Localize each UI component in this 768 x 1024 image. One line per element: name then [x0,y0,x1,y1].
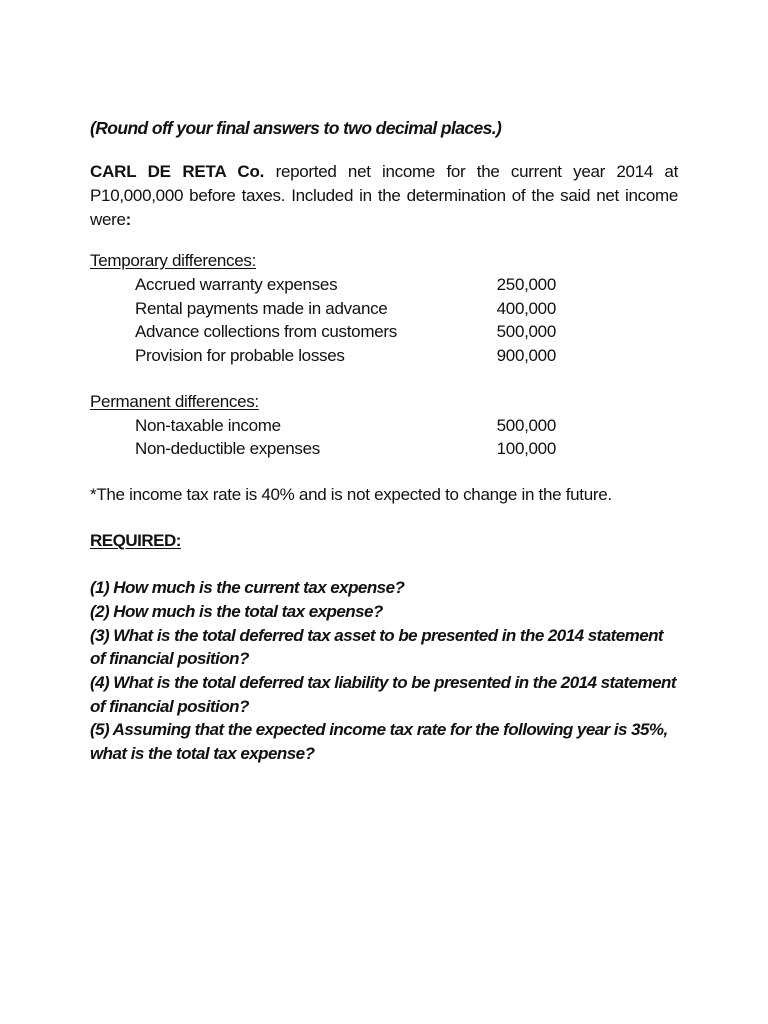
question-item: (5) Assuming that the expected income tax rate for the following year is 35%, what is the total tax expense? [90,720,668,764]
question-item: (2) How much is the total tax expense? [90,601,383,621]
permanent-differences-heading: Permanent differences: [90,391,259,411]
item-label: Rental payments made in advance [135,298,388,318]
item-amount: 250,000 [496,275,556,294]
tax-rate-note: *The income tax rate is 40% and is not expected to change in the future. [90,485,612,505]
required-heading: REQUIRED: [90,531,181,551]
question-item: (3) What is the total deferred tax asset to be presented in the 2014 statement of financial position? [90,625,664,669]
list-item [90,273,678,297]
intro-text: reported net income for the current year 2014 at P10,000,000 before taxes. Included in the determination of the said net income were [90,162,679,229]
item-label: Non-deductible expenses [135,439,320,459]
item-amount: 900,000 [496,346,556,366]
item-label: Advance collections from customers [135,322,397,342]
question-item: (1) How much is the current tax expense? [90,578,405,598]
item-amount: 400,000 [496,298,556,318]
item-amount: 500,000 [496,415,556,435]
item-label: Accrued warranty expenses [135,275,338,294]
temporary-differences-list [90,273,678,368]
document-body [90,116,678,766]
intro-paragraph [90,160,678,232]
list-item [90,320,678,344]
list-item [90,344,678,368]
item-label: Non-taxable income [135,415,281,435]
item-label: Provision for probable losses [135,346,345,366]
company-name: CARL DE RETA Co. [90,162,265,181]
list-item [90,297,678,321]
intro-colon: : [125,210,132,229]
question-item: (4) What is the total deferred tax liability to be presented in the 2014 statement of financial position? [90,672,676,716]
list-item [90,414,678,438]
item-amount: 500,000 [496,322,556,342]
list-item [90,437,678,461]
questions-list [90,576,678,766]
instruction-note: (Round off your final answers to two decimal places.) [90,118,502,138]
item-amount: 100,000 [496,439,556,459]
permanent-differences-list [90,414,678,461]
temporary-differences-heading: Temporary differences: [90,251,256,270]
